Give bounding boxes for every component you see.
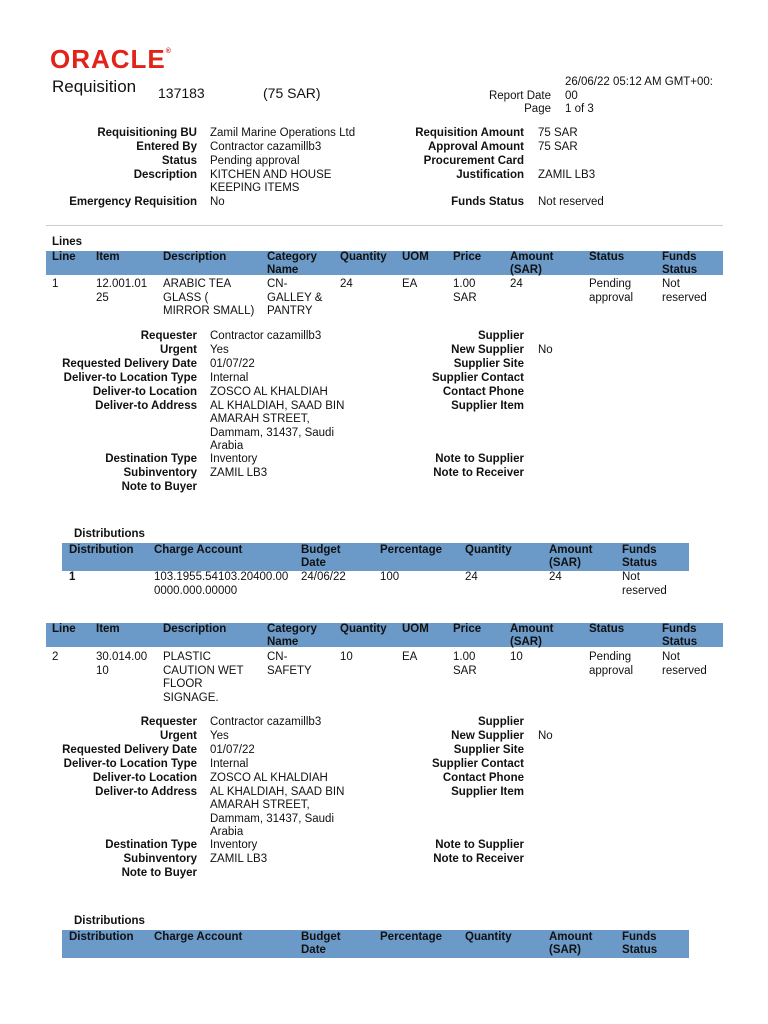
quantity: 10 (340, 651, 353, 663)
detail-field-label: Supplier (477, 716, 524, 728)
item-col-header: Item (96, 623, 120, 635)
summary-field-value: Pending approval (210, 155, 300, 167)
line-col-header: Line (52, 251, 76, 263)
percentage: 100 (380, 571, 400, 583)
item-col-header: Item (96, 251, 120, 263)
status: Pending (589, 278, 632, 290)
summary-field-value: KEEPING ITEMS (210, 182, 300, 194)
item-description: ARABIC TEA (163, 278, 232, 290)
detail-field-label: New Supplier (451, 730, 524, 742)
detail-field-label: Note to Supplier (435, 839, 524, 851)
detail-field-label: New Supplier (451, 344, 524, 356)
summary-field-value: Zamil Marine Operations Ltd (210, 127, 356, 139)
dist-funds-status: reserved (622, 584, 667, 597)
price: 1.00 (453, 651, 476, 663)
summary-field-label: Funds Status (451, 196, 524, 208)
detail-field-label: Note to Buyer (121, 481, 197, 493)
detail-field-label: Subinventory (123, 853, 197, 865)
page-number: 1 of 3 (565, 103, 594, 115)
detail-field-value: No (538, 730, 553, 742)
dist-quantity: 24 (465, 571, 478, 583)
item-number: 25 (96, 291, 109, 304)
dist-funds1-header: Funds (622, 544, 657, 556)
charge-account: 0000.000.00000 (154, 584, 238, 597)
item-number: 12.001.01 (96, 278, 148, 290)
header-subtitle: Status (622, 944, 658, 956)
detail-field-value: Inventory (210, 839, 258, 851)
page-title: Requisition (52, 77, 137, 96)
dist-funds1-header: Funds (622, 931, 657, 943)
lines-title: Lines (52, 236, 83, 248)
detail-field-value: Dammam, 31437, Saudi (210, 813, 335, 825)
header-subtitle: (SAR) (510, 636, 542, 648)
dist-amount1-header: Amount (549, 931, 593, 943)
detail-field-label: Supplier Contact (431, 372, 524, 384)
header-subtitle: Name (267, 636, 299, 648)
detail-field-value: No (538, 344, 553, 356)
header-subtitle: Date (301, 557, 326, 569)
category-col-header: Category (267, 623, 317, 635)
detail-field-label: Note to Receiver (433, 467, 524, 479)
item-description: MIRROR SMALL) (163, 305, 255, 318)
detail-field-label: Requester (140, 330, 197, 342)
summary-field-value: No (210, 196, 225, 208)
page-label: Page (524, 103, 551, 115)
category-name: CN- (267, 278, 288, 290)
header-subtitle: (SAR) (549, 557, 581, 569)
detail-field-label: Contact Phone (442, 772, 524, 784)
category-name: CN- (267, 651, 288, 663)
detail-field-label: Deliver-to Location (92, 772, 197, 784)
price: SAR (453, 664, 477, 677)
requisition-number: 137183 (158, 85, 205, 101)
summary-field-label: Justification (456, 169, 524, 181)
summary-field-label: Status (161, 155, 197, 167)
report-date-value: 00 (565, 90, 578, 102)
summary-field-value: Not reserved (538, 196, 604, 208)
quantity-col-header: Quantity (340, 623, 387, 635)
funds-status: reserved (662, 291, 707, 304)
distributions-title: Distributions (74, 915, 145, 927)
line-number: 2 (52, 651, 59, 663)
detail-field-value: AMARAH STREET, (210, 413, 310, 425)
detail-field-label: Requester (140, 716, 197, 728)
distributions-header (62, 543, 689, 571)
dist-quantity-header: Quantity (465, 931, 512, 943)
distributions-title: Distributions (74, 528, 145, 540)
dist-amount1-header: Amount (549, 544, 593, 556)
item-description: FLOOR (163, 678, 203, 691)
distributions-header (62, 930, 689, 958)
detail-field-label: Destination Type (105, 839, 197, 851)
detail-field-label: Deliver-to Address (95, 400, 197, 412)
status: approval (589, 664, 634, 677)
budget-date: 24/06/22 (301, 571, 346, 583)
category-name: PANTRY (267, 305, 313, 318)
dist-budget1-header: Budget (301, 931, 341, 943)
detail-field-label: Urgent (159, 344, 197, 356)
quantity-col-header: Quantity (340, 251, 387, 263)
description-col-header: Description (163, 623, 227, 635)
detail-field-value: Yes (210, 344, 229, 356)
dist-charge-header: Charge Account (154, 931, 243, 943)
header-subtitle: Name (267, 264, 299, 276)
detail-field-label: Note to Receiver (433, 853, 524, 865)
charge-account: 103.1955.54103.20400.00 (154, 571, 289, 583)
item-description: CAUTION WET (163, 664, 244, 677)
item-description: GLASS ( (163, 291, 209, 304)
item-description: SIGNAGE. (163, 691, 219, 704)
uom: EA (402, 651, 418, 663)
amount-col-header: Amount (510, 251, 554, 263)
uom: EA (402, 278, 418, 290)
detail-field-label: Note to Supplier (435, 453, 524, 465)
divider (46, 225, 723, 226)
status: Pending (589, 651, 632, 663)
detail-field-value: Internal (210, 758, 249, 770)
detail-field-value: Internal (210, 372, 249, 384)
summary-field-value: Contractor cazamillb3 (210, 141, 322, 153)
detail-field-label: Supplier Site (453, 744, 524, 756)
item-number: 30.014.00 (96, 651, 148, 663)
funds-col-header: Funds (662, 623, 697, 635)
distribution-number: 1 (69, 571, 76, 583)
summary-field-label: Requisitioning BU (97, 127, 197, 139)
header-subtitle: Date (301, 944, 326, 956)
oracle-logo: ORACLE® (50, 44, 172, 74)
funds-status: Not (662, 278, 680, 290)
detail-field-label: Contact Phone (442, 386, 524, 398)
detail-field-label: Supplier Item (451, 400, 524, 412)
status-col-header: Status (589, 623, 625, 635)
detail-field-value: Inventory (210, 453, 258, 465)
dist-percentage-header: Percentage (380, 931, 443, 943)
lines-header (46, 251, 723, 275)
detail-field-label: Deliver-to Address (95, 786, 197, 798)
dist-percentage-header: Percentage (380, 544, 443, 556)
item-description: PLASTIC (163, 651, 211, 663)
uom-col-header: UOM (402, 623, 429, 635)
category-col-header: Category (267, 251, 317, 263)
detail-field-label: Requested Delivery Date (62, 358, 197, 370)
summary-field-label: Procurement Card (423, 155, 524, 167)
amount: 10 (510, 651, 523, 663)
detail-field-label: Note to Buyer (121, 867, 197, 879)
price-col-header: Price (453, 623, 482, 635)
status: approval (589, 291, 634, 304)
summary-field-value: 75 SAR (538, 127, 578, 139)
quantity: 24 (340, 278, 353, 290)
header-subtitle: (SAR) (549, 944, 581, 956)
detail-field-value: AL KHALDIAH, SAAD BIN (210, 786, 345, 798)
detail-field-value: Contractor cazamillb3 (210, 330, 322, 342)
header-subtitle: Status (622, 557, 658, 569)
detail-field-value: Yes (210, 730, 229, 742)
summary-field-value: ZAMIL LB3 (538, 169, 596, 181)
price-col-header: Price (453, 251, 482, 263)
dist-quantity-header: Quantity (465, 544, 512, 556)
detail-field-label: Deliver-to Location Type (63, 758, 197, 770)
line-number: 1 (52, 278, 59, 290)
detail-field-label: Deliver-to Location (92, 386, 197, 398)
uom-col-header: UOM (402, 251, 429, 263)
price: 1.00 (453, 278, 476, 290)
dist-budget1-header: Budget (301, 544, 341, 556)
detail-field-value: Dammam, 31437, Saudi (210, 427, 335, 439)
dist-distribution-header: Distribution (69, 544, 134, 556)
amount-col-header: Amount (510, 623, 554, 635)
summary-field-label: Description (133, 169, 197, 181)
line-col-header: Line (52, 623, 76, 635)
dist-distribution-header: Distribution (69, 931, 134, 943)
detail-field-label: Destination Type (105, 453, 197, 465)
detail-field-value: ZAMIL LB3 (210, 853, 268, 865)
report-timestamp: 26/06/22 05:12 AM GMT+00: (565, 76, 713, 88)
category-name: SAFETY (267, 664, 312, 677)
header-subtitle: Status (662, 636, 698, 648)
detail-field-value: Arabia (210, 440, 244, 452)
summary-field-value: KITCHEN AND HOUSE (210, 169, 332, 181)
detail-field-label: Supplier (477, 330, 524, 342)
header-subtitle: Status (662, 264, 698, 276)
status-col-header: Status (589, 251, 625, 263)
item-number: 10 (96, 664, 109, 677)
amount: 24 (510, 278, 523, 290)
detail-field-value: Arabia (210, 826, 244, 838)
summary-field-label: Entered By (136, 141, 197, 153)
detail-field-label: Urgent (159, 730, 197, 742)
category-name: GALLEY & (267, 291, 323, 304)
detail-field-value: ZOSCO AL KHALDIAH (210, 386, 328, 398)
summary-field-label: Requisition Amount (415, 127, 524, 139)
report-date-label: Report Date (488, 90, 551, 102)
summary-field-label: Emergency Requisition (69, 196, 197, 208)
detail-field-label: Supplier Contact (431, 758, 524, 770)
header-subtitle: (SAR) (510, 264, 542, 276)
dist-funds-status: Not (622, 571, 640, 583)
funds-status: Not (662, 651, 680, 663)
detail-field-value: ZOSCO AL KHALDIAH (210, 772, 328, 784)
description-col-header: Description (163, 251, 227, 263)
detail-field-label: Supplier Site (453, 358, 524, 370)
lines-header (46, 623, 723, 647)
detail-field-label: Supplier Item (451, 786, 524, 798)
price: SAR (453, 291, 477, 304)
summary-field-label: Approval Amount (427, 141, 524, 153)
detail-field-label: Subinventory (123, 467, 197, 479)
dist-charge-header: Charge Account (154, 544, 243, 556)
detail-field-label: Requested Delivery Date (62, 744, 197, 756)
detail-field-value: Contractor cazamillb3 (210, 716, 322, 728)
detail-field-value: ZAMIL LB3 (210, 467, 268, 479)
requisition-total: (75 SAR) (263, 85, 321, 101)
detail-field-value: AMARAH STREET, (210, 799, 310, 811)
funds-status: reserved (662, 664, 707, 677)
detail-field-label: Deliver-to Location Type (63, 372, 197, 384)
detail-field-value: 01/07/22 (210, 744, 255, 756)
dist-amount: 24 (549, 571, 562, 583)
funds-col-header: Funds (662, 251, 697, 263)
detail-field-value: AL KHALDIAH, SAAD BIN (210, 400, 345, 412)
detail-field-value: 01/07/22 (210, 358, 255, 370)
summary-field-value: 75 SAR (538, 141, 578, 153)
